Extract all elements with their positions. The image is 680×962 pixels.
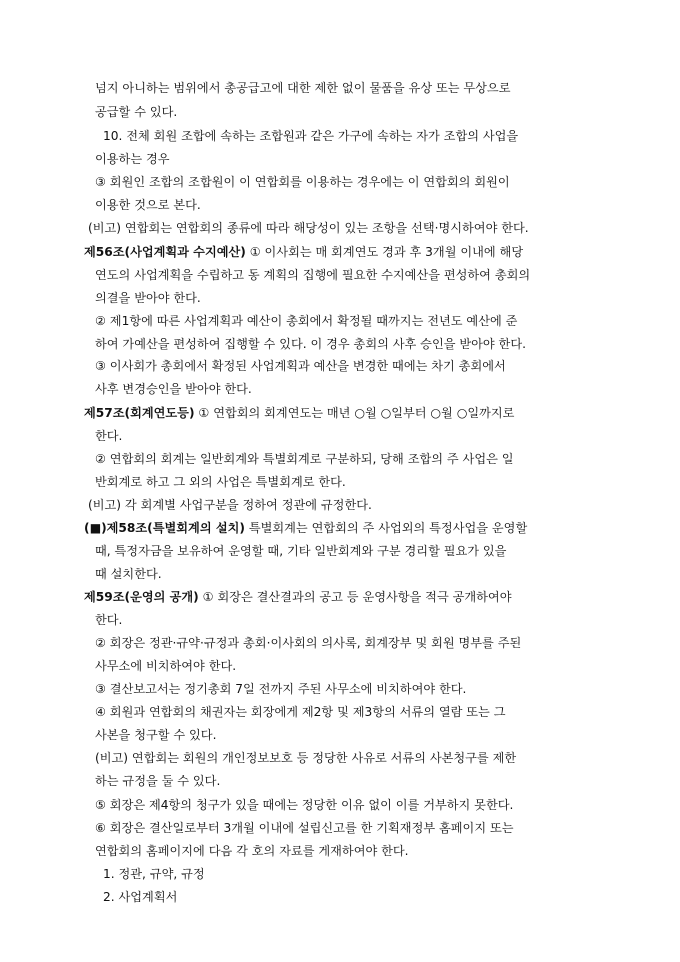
paragraph-4: ④ 회원과 연합회의 채권자는 회장에게 제2항 및 제3항의 서류의 열람 또는 그 [95,705,506,719]
text-line: 이용하는 경우 [95,152,170,166]
article-56-line [84,244,523,260]
paragraph-3: ③ 결산보고서는 정기총회 7일 전까지 주된 사무소에 비치하여야 한다. [95,682,467,696]
article-57-heading: 제57조(회계연도등) [84,406,195,420]
article-58-line [84,520,527,536]
article-58-heading: (■)제58조(특별회계의 설치) [84,521,245,535]
article-59-line [84,589,511,605]
text-line: 때 설치한다. [95,567,162,581]
text-line: 의결을 받아야 한다. [95,291,201,305]
list-item-1: 1. 정관, 규약, 규정 [103,867,205,881]
text-span: ① 연합회의 회계연도는 매년 ○월 ○일부터 ○월 ○일까지로 [198,406,515,420]
text-line: 넘지 아니하는 범위에서 총공급고에 대한 제한 없이 물품을 유상 또는 무상으로 [95,81,511,95]
text-line: 공급할 수 있다. [95,105,178,119]
article-59-heading: 제59조(운영의 공개) [84,590,199,604]
text-span: ① 회장은 결산결과의 공고 등 운영사항을 적극 공개하여야 [202,590,512,604]
text-line: 연도의 사업계획을 수립하고 동 계획의 집행에 필요한 수지예산을 편성하여 총회의 [95,268,531,282]
text-line: 연합회의 홈페이지에 다음 각 호의 자료를 게재하여야 한다. [95,844,409,858]
list-item-2: 2. 사업계획서 [103,890,178,904]
article-56-heading: 제56조(사업계획과 수지예산) [84,245,246,259]
paragraph-3: ③ 이사회가 총회에서 확정된 사업계획과 예산을 변경한 때에는 차기 총회에서 [95,359,506,373]
paragraph-2: ② 회장은 정관·규약·규정과 총회·이사회의 의사록, 회계장부 및 회원 명부를 주된 [95,636,522,650]
article-57-line [84,405,514,421]
text-line: 이용한 것으로 본다. [95,198,201,212]
text-span: 특별회계는 연합회의 주 사업외의 특정사업을 운영할 [248,521,528,535]
text-line: 한다. [95,613,123,627]
paragraph-2: ② 연합회의 회계는 일반회계와 특별회계로 구분하되, 당해 조합의 주 사업은 일 [95,452,514,466]
remark-note: (비고) 각 회계별 사업구분을 정하여 정관에 규정한다. [88,498,372,512]
remark-note: (비고) 연합회는 연합회의 종류에 따라 해당성이 있는 조항을 선택·명시하여야 한다. [88,221,529,235]
text-span: ① 이사회는 매 회계연도 경과 후 3개월 이내에 해당 [249,245,524,259]
text-line: 사후 변경승인을 받아야 한다. [95,382,252,396]
paragraph-2: ② 제1항에 따른 사업계획과 예산이 총회에서 확정될 때까지는 전년도 예산에 준 [95,314,518,328]
paragraph-6: ⑥ 회장은 결산일로부터 3개월 이내에 설립신고를 한 기획재정부 홈페이지 또는 [95,821,514,835]
text-line: 한다. [95,429,123,443]
text-line: 반회계로 하고 그 외의 사업은 특별회계로 한다. [95,475,346,489]
text-line: 하는 규정을 둘 수 있다. [95,774,221,788]
text-line: 하여 가예산을 편성하여 집행할 수 있다. 이 경우 총회의 사후 승인을 받아야 한다. [95,337,526,351]
paragraph-3: ③ 회원인 조합의 조합원이 이 연합회를 이용하는 경우에는 이 연합회의 회원이 [95,175,510,189]
text-line: 사본을 청구할 수 있다. [95,728,217,742]
text-line: 사무소에 비치하여야 한다. [95,659,237,673]
text-line: 때, 특정자금을 보유하여 운영할 때, 기타 일반회계와 구분 경리할 필요가 있을 [95,544,507,558]
paragraph-5: ⑤ 회장은 제4항의 청구가 있을 때에는 정당한 이유 없이 이를 거부하지 못한다. [95,798,514,812]
list-item-10: 10. 전체 회원 조합에 속하는 조합원과 같은 가구에 속하는 자가 조합의 사업을 [103,129,519,143]
remark-note: (비고) 연합회는 회원의 개인정보보호 등 정당한 사유로 서류의 사본청구를 제한 [95,751,517,765]
